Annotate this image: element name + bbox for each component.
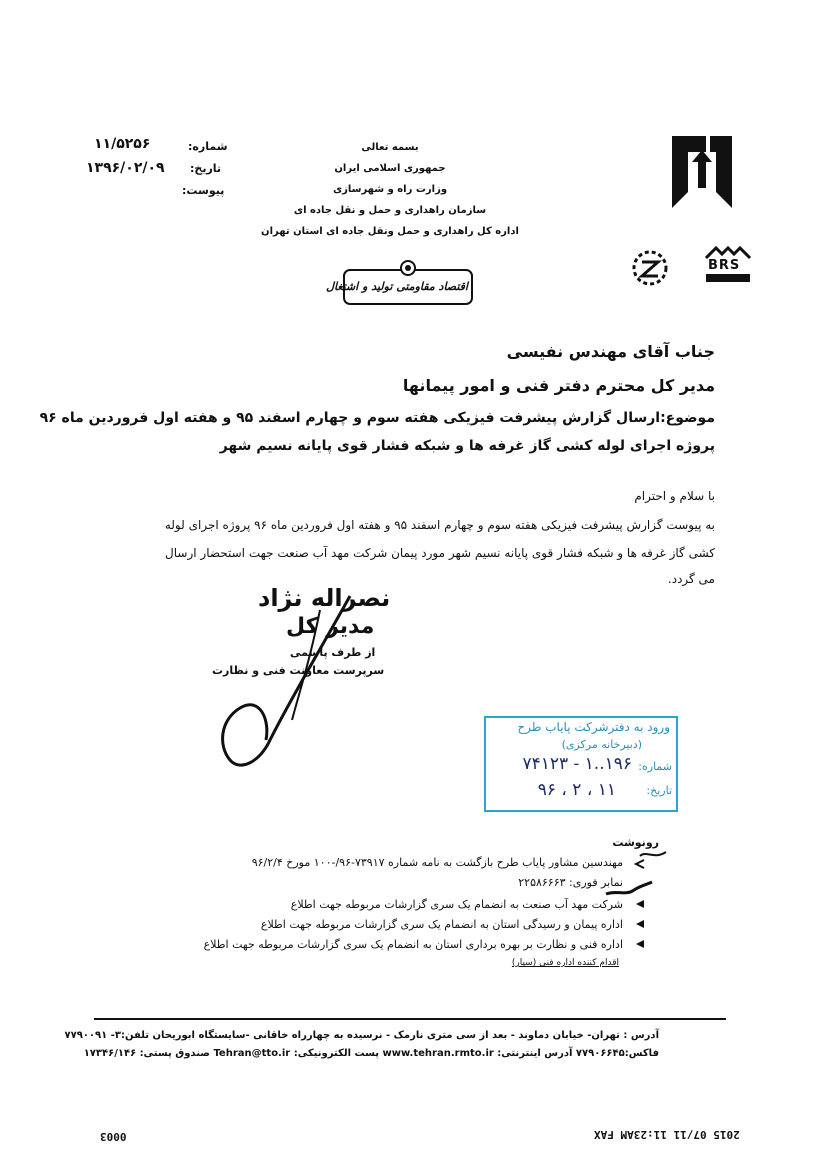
handwritten-signature xyxy=(200,590,380,780)
brs-logo-text: BRS xyxy=(708,258,741,273)
signer-on-behalf: از طرف پاسمی xyxy=(290,646,376,659)
slogan-logo xyxy=(326,258,476,308)
bullet-arrow-icon xyxy=(636,920,644,928)
stamp-date-value: ۹۶ ، ۲ ، ۱۱ xyxy=(537,780,616,800)
date-label: تاریخ: xyxy=(190,162,222,175)
date-value: ۱۳۹۶/۰۲/۰۹ xyxy=(86,160,165,176)
signer-title: مدیر کل xyxy=(286,614,375,639)
body-line-2: کشی گاز غرفه ها و شبکه فشار قوی پایانه نسیم شهر مورد پیمان شرکت مهد آب صنعت جهت استحضار ارسال xyxy=(165,546,715,560)
body-greeting: با سلام و احترام xyxy=(634,489,715,503)
ministry-logo-icon xyxy=(666,132,738,212)
stamp-number-value: ۷۴۱۲۳ - ۱..۱۹۶ xyxy=(522,754,632,774)
cc-bullets xyxy=(632,856,646,956)
org-line-organization: سازمان راهداری و حمل و نقل جاده ای xyxy=(293,205,487,216)
quality-seal-icon xyxy=(622,248,678,288)
cc-handwritten-mark xyxy=(638,846,668,864)
attachment-label: پیوست: xyxy=(182,184,225,197)
footer-contact: فاکس:۷۷۹۰۶۶۴۵ آدرس اینترنتی: www.tehran.rmto.ir پست الکترونیکی: Tehran@tto.ir صندوق پستی: ۱۷۳۴۶/۱۴۶ xyxy=(83,1048,659,1059)
slogan-text: اقتصاد مقاومتی تولید و اشتغال xyxy=(326,280,468,293)
bullet-arrow-icon xyxy=(636,940,644,948)
org-line-country: جمهوری اسلامی ایران xyxy=(334,163,446,174)
signer-name: نصراله نژاد xyxy=(258,584,391,612)
stamp-line-2: (دبیرخانه مرکزی) xyxy=(561,738,642,751)
cc-item-fax: نمابر فوری: ۲۲۵۸۶۶۶۳ xyxy=(518,876,623,889)
brs-logo xyxy=(702,244,754,288)
org-line-bismillah: بسمه تعالی xyxy=(361,142,419,153)
cc-item-1: مهندسین مشاور پایاب طرح بازگشت به نامه شماره ۷۳۹۱۷-۹۶/-۱۰۰ مورخ ۹۶/۲/۴ xyxy=(251,856,623,869)
body-line-3: می گردد. xyxy=(667,572,715,586)
subject-line-2: پروژه اجرای لوله کشی گاز غرفه ها و شبکه فشار قوی پایانه نسیم شهر xyxy=(219,438,715,454)
addressee-title: مدیر کل محترم دفتر فنی و امور پیمانها xyxy=(402,376,715,395)
stamp-date-label: تاریخ: xyxy=(646,784,672,797)
addressee-name: جناب آقای مهندس نفیسی xyxy=(506,342,715,361)
cc-title: رونوشت xyxy=(612,836,659,849)
cc-item-3: اداره پیمان و رسیدگی استان به انضمام یک سری گزارشات مربوطه جهت اطلاع xyxy=(260,918,623,931)
body-line-1: به پیوست گزارش پیشرفت فیزیکی هفته سوم و چهارم اسفند ۹۵ و هفته اول فروردین ماه ۹۶ پروژه اجرای لوله xyxy=(164,518,715,532)
fax-page-number: 0003 xyxy=(100,1130,127,1143)
number-value: ۱۱/۵۲۵۶ xyxy=(94,136,151,152)
cc-item-4: اداره فنی و نظارت بر بهره برداری استان به انضمام یک سری گزارشات مربوطه جهت اطلاع xyxy=(203,938,623,951)
org-line-office: اداره کل راهداری و حمل ونقل جاده ای استان تهران xyxy=(261,226,519,237)
cc-action-note: اقدام کننده اداره فنی (سیار) xyxy=(511,958,619,968)
subject-line-1: موضوع:ارسال گزارش پیشرفت فیزیکی هفته سوم و چهارم اسفند ۹۵ و هفته اول فروردین ماه ۹۶ xyxy=(39,410,715,426)
received-stamp xyxy=(484,716,678,812)
cc-item-2: شرکت مهد آب صنعت به انضمام یک سری گزارشات مربوطه جهت اطلاع xyxy=(290,898,623,911)
signer-deputy: سرپرست معاونت فنی و نظارت xyxy=(212,664,385,677)
stamp-number-label: شماره: xyxy=(638,760,672,773)
number-label: شماره: xyxy=(188,140,228,153)
org-line-ministry: وزارت راه و شهرسازی xyxy=(332,184,448,195)
stamp-line-1: ورود به دفترشرکت پایاب طرح xyxy=(517,720,670,734)
cc-handwritten-check xyxy=(604,880,654,904)
footer-address: آدرس : تهران- خیابان دماوند - بعد از سی متری نارمک - نرسیده به چهارراه خاقانی -سایستگاه ابوریحان تلفن:۳- ۷۷۹۰۰۹۱ xyxy=(64,1030,659,1041)
fax-timestamp: 2015 07/11 11:23AM FAX xyxy=(594,1128,740,1141)
footer-divider xyxy=(94,1018,726,1020)
